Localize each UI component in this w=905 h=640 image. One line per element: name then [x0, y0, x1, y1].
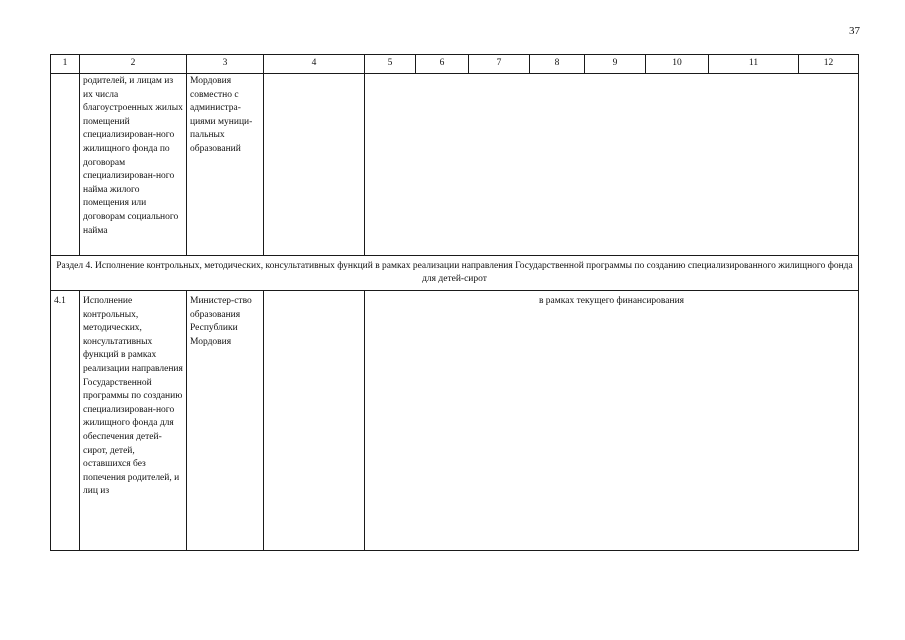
- column-number: 7: [469, 55, 530, 74]
- column-number: 12: [799, 55, 859, 74]
- table-row: [51, 291, 859, 551]
- column-number: 10: [646, 55, 709, 74]
- section-4-title: Раздел 4. Исполнение контрольных, методических, консультативных функций в рамках реализации направления Государственной программы по созданию специализированного жилищного фонда для детей-сирот: [51, 256, 859, 291]
- description-cell: Исполнение контрольных, методических, консультативных функций в рамках реализации направления Государственной программы по созданию специализирован-ного жилищного фонда для обеспечения детей-сирот, детей, оставшихся без попечения родителей, и лиц из: [80, 291, 187, 551]
- executor-cell: Мордовия совместно с администра-циями муници-пальных образований: [187, 74, 264, 256]
- column-number: 8: [530, 55, 585, 74]
- column-number: 11: [709, 55, 799, 74]
- financing-cell: в рамках текущего финансирования: [365, 291, 859, 551]
- section-header-row: [51, 256, 859, 291]
- continuation-row: [51, 74, 859, 256]
- column-number: 6: [416, 55, 469, 74]
- empty-cell: [264, 291, 365, 551]
- row-number-cell: 4.1: [51, 291, 80, 551]
- description-cell: родителей, и лицам из их числа благоустроенных жилых помещений специализирован-ного жилищного фонда по договорам специализирован-ного найма жилого помещения или договорам социального найма: [80, 74, 187, 256]
- column-number: 3: [187, 55, 264, 74]
- column-number: 2: [80, 55, 187, 74]
- column-number: 1: [51, 55, 80, 74]
- financing-cell: [365, 74, 859, 256]
- row-number-cell: [51, 74, 80, 256]
- column-number: 5: [365, 55, 416, 74]
- empty-cell: [264, 74, 365, 256]
- program-table: [50, 54, 859, 551]
- column-number-row: [51, 55, 859, 74]
- executor-cell: Министер-ство образования Республики Мордовия: [187, 291, 264, 551]
- page-number: 37: [849, 25, 860, 37]
- column-number: 4: [264, 55, 365, 74]
- column-number: 9: [585, 55, 646, 74]
